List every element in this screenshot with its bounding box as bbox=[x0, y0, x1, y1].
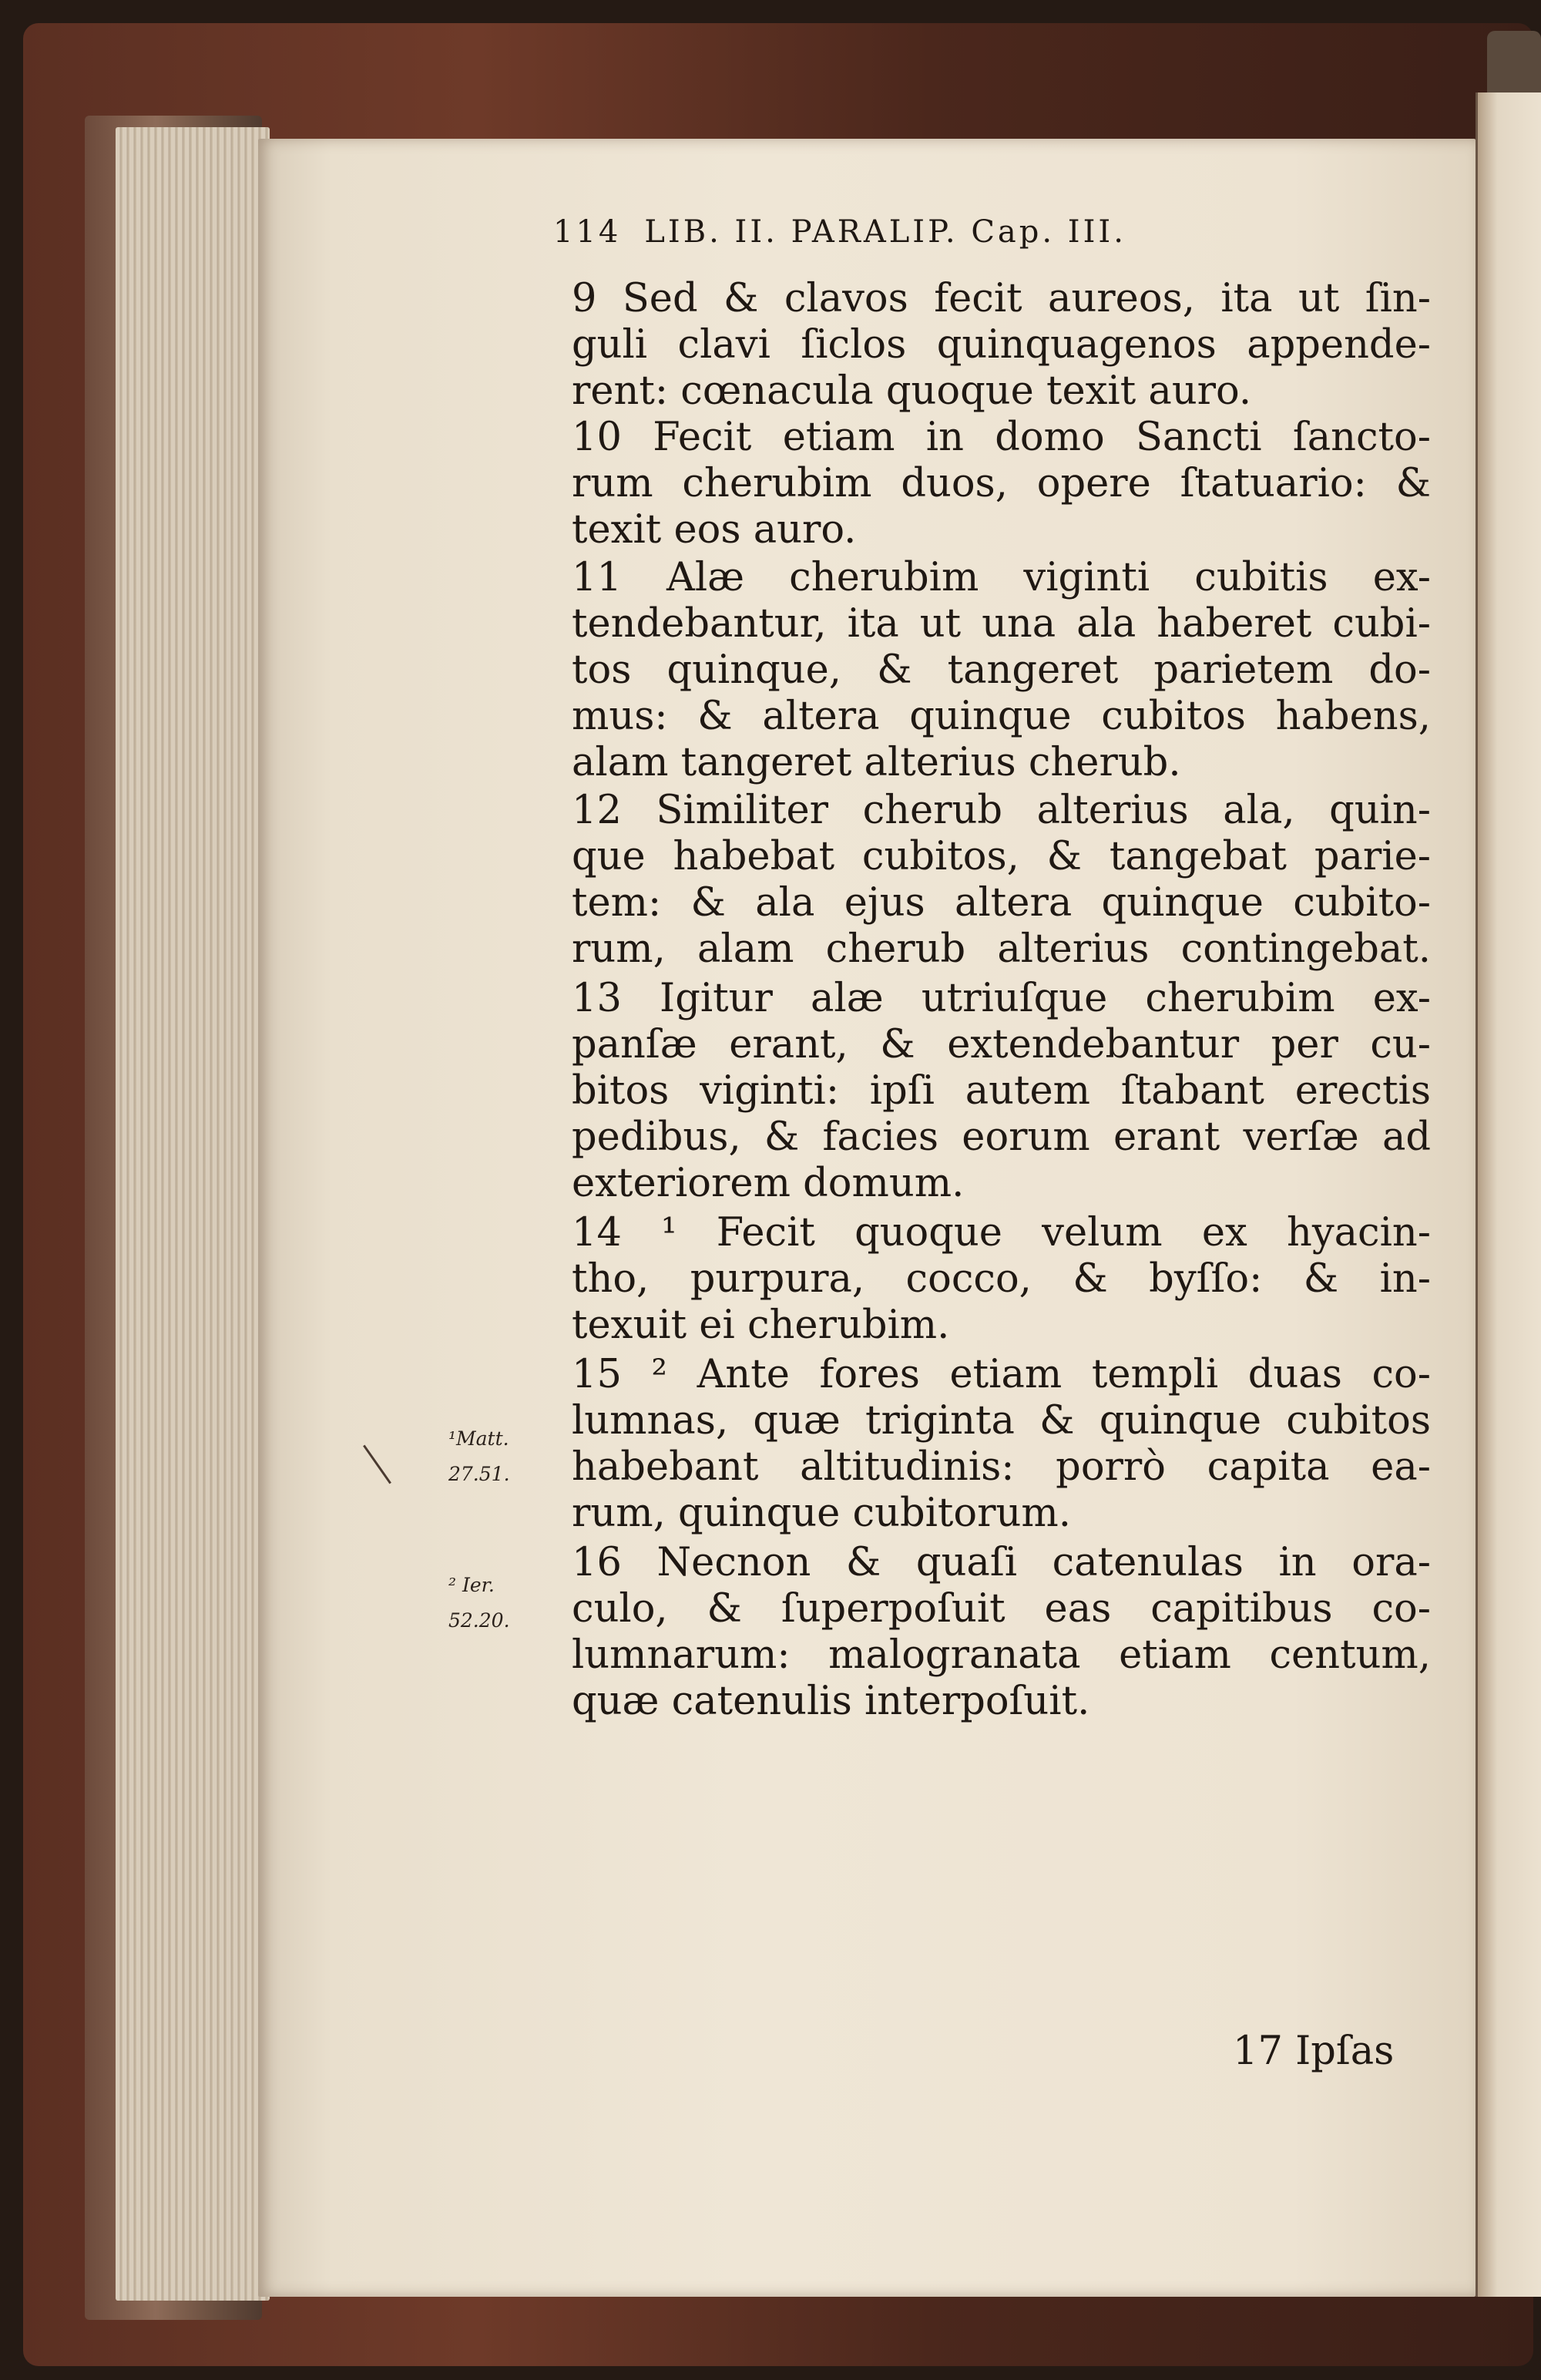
facing-page-edge bbox=[1476, 92, 1541, 2297]
text-line: texit eos auro. bbox=[572, 507, 857, 553]
text-line: pedibus, & facies eorum erant verſæ ad bbox=[572, 1114, 1431, 1160]
text-line: tho, purpura, cocco, & byſſo: & in- bbox=[572, 1256, 1431, 1302]
text-line: lumnarum: malogranata etiam centum, bbox=[572, 1632, 1431, 1678]
text-line: rent: cœnacula quoque texit auro. bbox=[572, 368, 1252, 414]
page-edges bbox=[116, 127, 270, 2301]
text-line: alam tangeret alterius cherub. bbox=[572, 740, 1181, 785]
text-line: texuit ei cherubim. bbox=[572, 1303, 950, 1348]
page-number: 114 bbox=[553, 214, 622, 250]
text-line: que habebat cubitos, & tangebat parie- bbox=[572, 834, 1431, 879]
running-header bbox=[553, 214, 1432, 250]
text-line: culo, & ſuperpoſuit eas capitibus co- bbox=[572, 1586, 1431, 1632]
margin-reference: 27.51. bbox=[448, 1463, 510, 1485]
margin-reference: ² Ier. bbox=[448, 1574, 495, 1596]
text-line: 15 ² Ante fores etiam templi duas co- bbox=[572, 1352, 1431, 1397]
text-line: panſæ erant, & extendebantur per cu- bbox=[572, 1022, 1431, 1067]
text-line: habebant altitudinis: porrò capita ea- bbox=[572, 1444, 1431, 1490]
text-line: mus: & altera quinque cubitos habens, bbox=[572, 694, 1431, 739]
text-line: rum cherubim duos, opere ſtatuario: & bbox=[572, 461, 1431, 506]
text-line: 10 Fecit etiam in domo Sancti ſancto- bbox=[572, 415, 1431, 460]
text-line: tem: & ala ejus altera quinque cubito- bbox=[572, 880, 1431, 926]
margin-reference: ¹Matt. bbox=[448, 1427, 509, 1450]
text-line: guli clavi ſiclos quinquagenos appende- bbox=[572, 322, 1431, 368]
text-line: bitos viginti: ipſi autem ſtabant erectis bbox=[572, 1068, 1431, 1114]
text-line: exteriorem domum. bbox=[572, 1161, 965, 1206]
text-line: tos quinque, & tangeret parietem do- bbox=[572, 647, 1431, 693]
text-line: rum, alam cherub alterius contingebat. bbox=[572, 926, 1431, 972]
text-line: 16 Necnon & quaſi catenulas in ora- bbox=[572, 1540, 1431, 1585]
text-line: quæ catenulis interpoſuit. bbox=[572, 1679, 1090, 1724]
catchword: 17 Ipſas bbox=[1233, 2029, 1395, 2074]
running-title: LIB. II. PARALIP. Cap. III. bbox=[644, 214, 1126, 250]
text-line: tendebantur, ita ut una ala haberet cubi- bbox=[572, 601, 1431, 647]
text-line: rum, quinque cubitorum. bbox=[572, 1491, 1071, 1536]
text-line: 12 Similiter cherub alterius ala, quin- bbox=[572, 788, 1431, 833]
margin-reference: 52.20. bbox=[448, 1609, 510, 1632]
text-line: 9 Sed & clavos fecit aureos, ita ut ſin- bbox=[572, 276, 1431, 321]
text-line: lumnas, quæ triginta & quinque cubitos bbox=[572, 1398, 1431, 1444]
text-line: 11 Alæ cherubim viginti cubitis ex- bbox=[572, 555, 1431, 600]
text-line: 13 Igitur alæ utriuſque cherubim ex- bbox=[572, 976, 1431, 1021]
text-line: 14 ¹ Fecit quoque velum ex hyacin- bbox=[572, 1210, 1431, 1256]
